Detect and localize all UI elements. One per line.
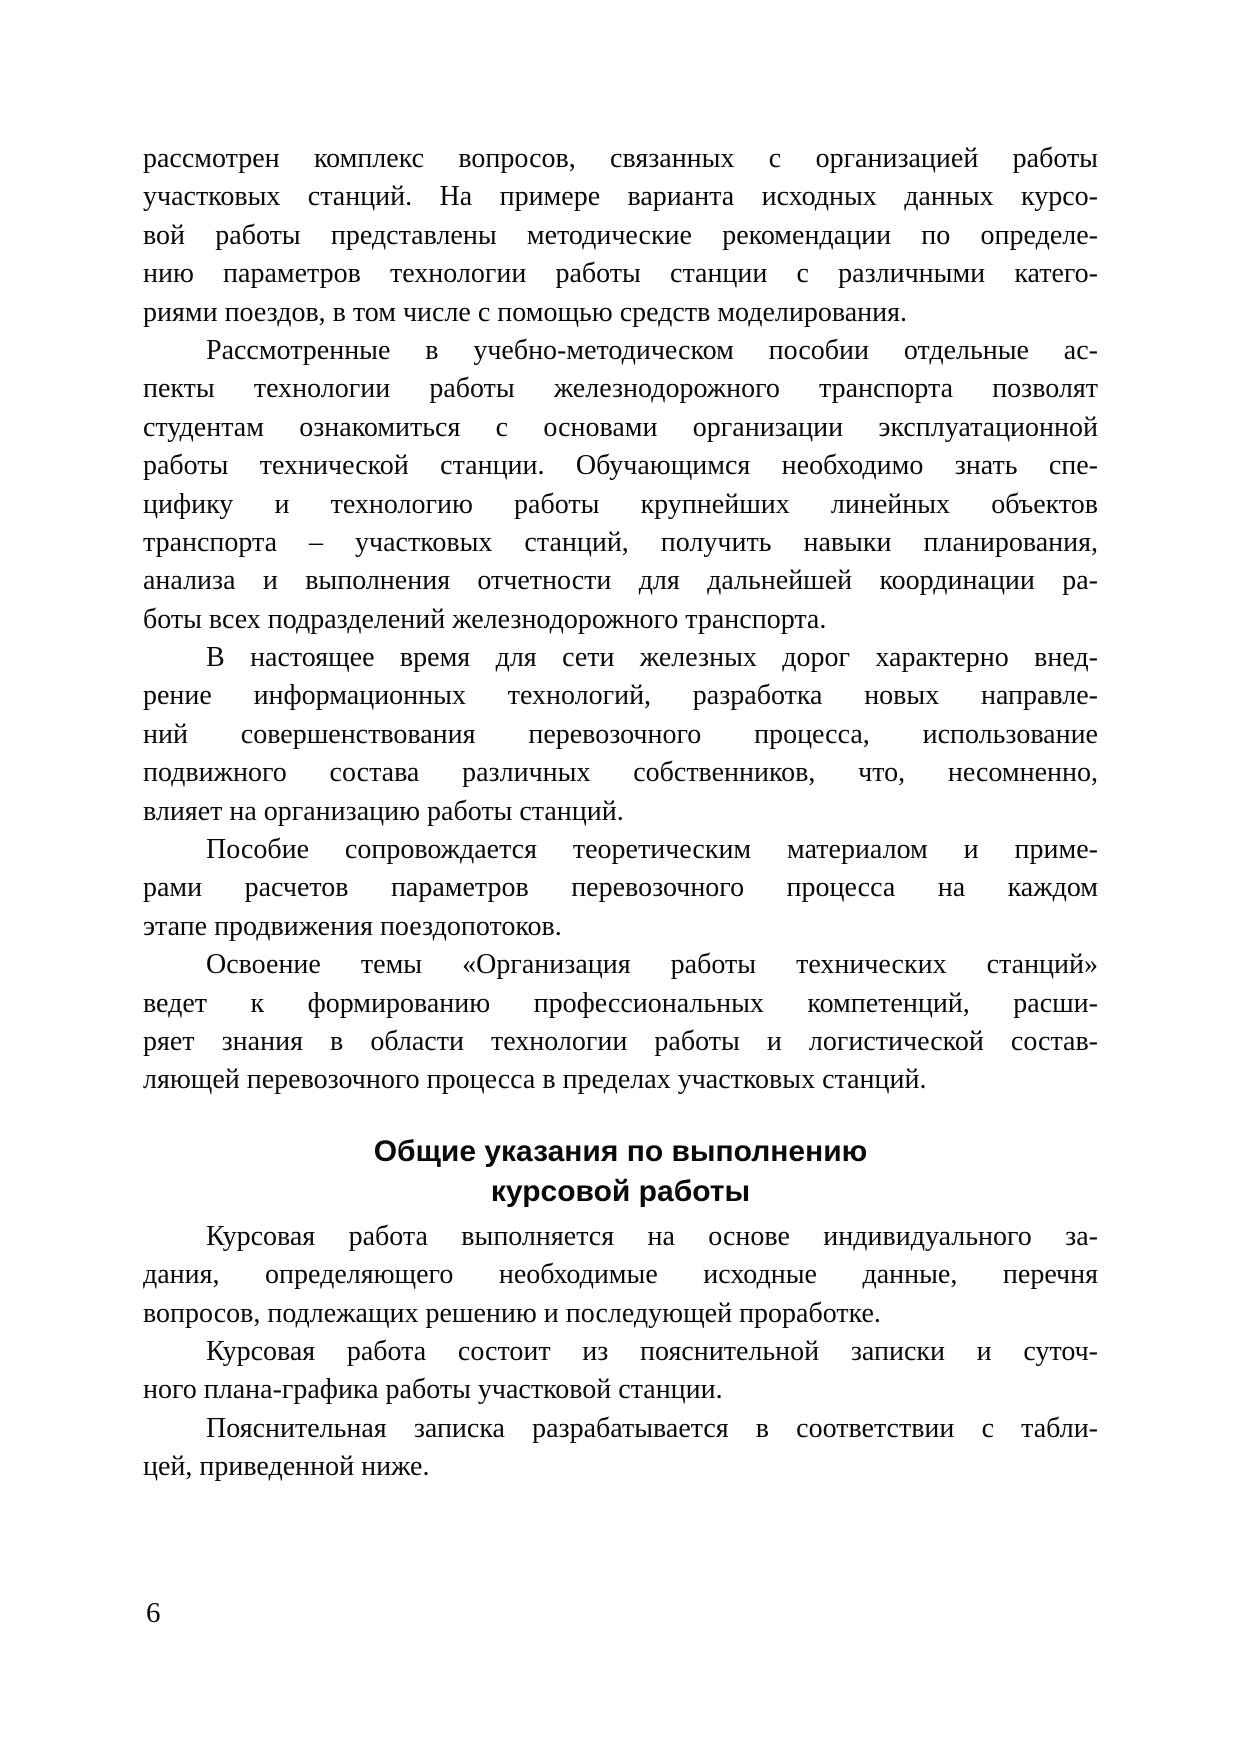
text-line: вой работы представлены методические рекомендации по определе- <box>143 219 1098 251</box>
heading-line: курсовой работы <box>490 1174 751 1208</box>
paragraph <box>143 639 1098 831</box>
paragraph <box>143 1218 1098 1333</box>
heading-line: Общие указания по выполнению <box>373 1134 868 1168</box>
text-line: ведет к формированию профессиональных компетенций, расши- <box>143 987 1098 1019</box>
text-line: боты всех подразделений железнодорожного транспорта. <box>143 603 827 635</box>
text-line: ного плана-графика работы участковой станции. <box>143 1374 723 1406</box>
text-line: этапе продвижения поездопотоков. <box>143 910 562 942</box>
text-line: транспорта – участковых станций, получить навыки планирования, <box>143 526 1098 558</box>
page-text <box>143 140 1098 1487</box>
text-line: рассмотрен комплекс вопросов, связанных с организацией работы <box>143 143 1098 174</box>
paragraph <box>143 946 1098 1100</box>
text-line: В настоящее время для сети железных дорог характерно внед- <box>206 642 1098 674</box>
text-line: подвижного состава различных собственников, что, несомненно, <box>143 757 1098 789</box>
text-line: Пояснительная записка разрабатывается в соответствии с табли- <box>206 1412 1098 1444</box>
text-line: Курсовая работа состоит из пояснительной записки и суточ- <box>206 1335 1098 1367</box>
section-heading <box>143 1132 1098 1212</box>
text-line: нию параметров технологии работы станции с различными катего- <box>143 258 1098 290</box>
text-line: ряет знания в области технологии работы и логистической состав- <box>143 1025 1098 1057</box>
paragraph <box>143 140 1098 332</box>
text-line: рами расчетов параметров перевозочного процесса на каждом <box>143 872 1098 904</box>
paragraph <box>143 831 1098 946</box>
text-line: Курсовая работа выполняется на основе индивидуального за- <box>206 1220 1098 1252</box>
text-line: анализа и выполнения отчетности для дальнейшей координации ра- <box>143 565 1098 597</box>
text-line: участковых станций. На примере варианта исходных данных курсо- <box>143 181 1098 213</box>
text-line: цифику и технологию работы крупнейших линейных объектов <box>143 488 1098 520</box>
text-line: Рассмотренные в учебно-методическом пособии отдельные ас- <box>206 334 1098 366</box>
paragraph <box>143 332 1098 639</box>
paragraph <box>143 1333 1098 1410</box>
text-line: рение информационных технологий, разработка новых направле- <box>143 680 1098 712</box>
text-line: влияет на организацию работы станций. <box>143 795 624 827</box>
text-line: ляющей перевозочного процесса в пределах участковых станций. <box>143 1064 927 1096</box>
text-line: риями поездов, в том числе с помощью средств моделирования. <box>143 296 907 328</box>
text-line: работы технической станции. Обучающимся необходимо знать спе- <box>143 450 1098 482</box>
text-line: цей, приведенной ниже. <box>143 1451 430 1483</box>
paragraph <box>143 1410 1098 1487</box>
text-line: дания, определяющего необходимые исходные данные, перечня <box>143 1259 1098 1291</box>
text-line: ний совершенствования перевозочного процесса, использование <box>143 718 1098 750</box>
text-line: Освоение темы «Организация работы технических станций» <box>206 949 1098 981</box>
text-line: пекты технологии работы железнодорожного транспорта позволят <box>143 373 1098 405</box>
text-line: Пособие сопровождается теоретическим материалом и приме- <box>206 834 1098 866</box>
page-number: 6 <box>146 1597 161 1629</box>
text-line: студентам ознакомиться с основами организации эксплуатационной <box>143 411 1098 443</box>
text-line: вопросов, подлежащих решению и последующей проработке. <box>143 1297 881 1329</box>
